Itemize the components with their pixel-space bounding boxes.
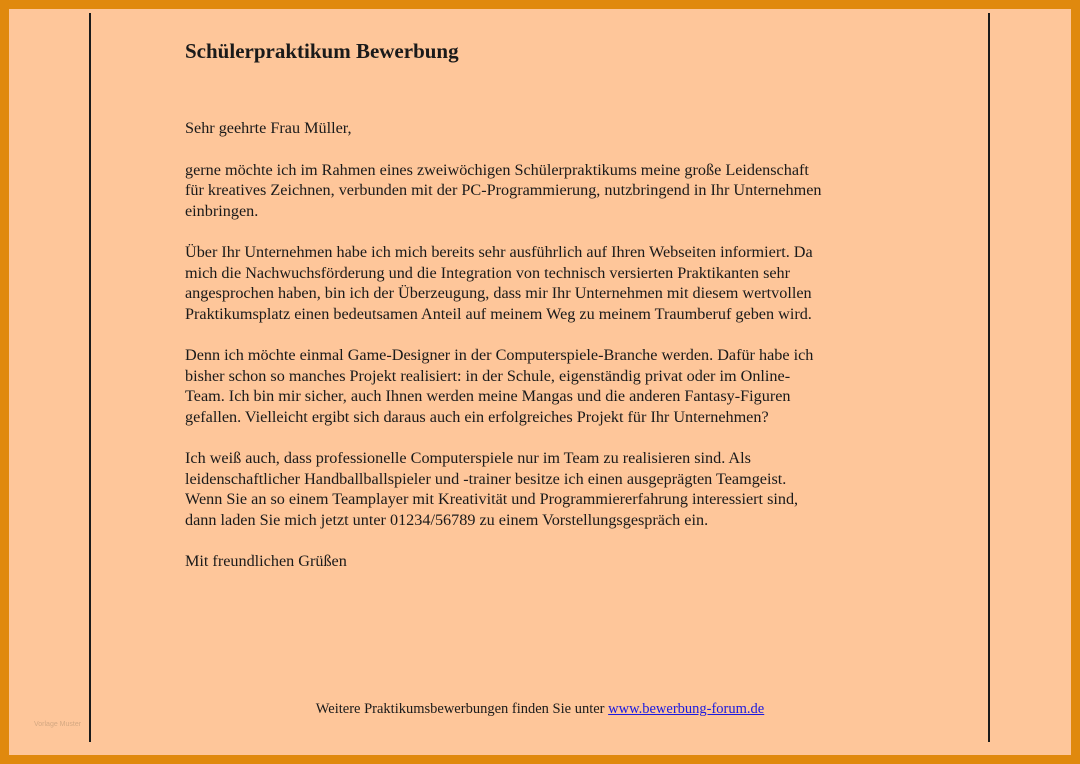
right-margin-line <box>988 13 990 742</box>
footer-link[interactable]: www.bewerbung-forum.de <box>608 701 765 717</box>
page-title: Schülerpraktikum Bewerbung <box>185 39 459 63</box>
text-line: Über Ihr Unternehmen habe ich mich bereits sehr ausführlich auf Ihren Webseiten informiert. Da <box>185 243 813 261</box>
text-line: dann laden Sie mich jetzt unter 01234/56789 zu einem Vorstellungsgespräch ein. <box>185 510 709 529</box>
text-line: gerne möchte ich im Rahmen eines zweiwöchigen Schülerpraktikums meine große Leidenschaft <box>185 160 809 179</box>
paragraph-company <box>185 242 915 324</box>
text-line: gefallen. Vielleicht ergibt sich daraus auch ein erfolgreiches Projekt für Ihr Unternehmen? <box>185 407 769 426</box>
text-line: leidenschaftlicher Handballballspieler und -trainer besitze ich einen ausgeprägten Teamgeist. <box>185 469 787 488</box>
text-line: bisher schon so manches Projekt realisiert: in der Schule, eigenständig privat oder im Online- <box>185 366 791 385</box>
text-line: Praktikumsplatz einen bedeutsamen Anteil auf meinem Weg zu meinem Traumberuf geben wird. <box>185 304 812 323</box>
watermark: Vorlage Muster <box>34 721 82 728</box>
text-line: mich die Nachwuchsförderung und die Integration von technisch versierten Praktikanten sehr <box>185 263 791 282</box>
letter-page <box>9 9 1071 755</box>
paragraph-intro <box>185 160 915 222</box>
text-line: Ich weiß auch, dass professionelle Computerspiele nur im Team zu realisieren sind. Als <box>185 449 751 467</box>
text-line: Wenn Sie an so einem Teamplayer mit Kreativität und Programmiererfahrung interessiert sind, <box>185 490 799 508</box>
text-line: für kreatives Zeichnen, verbunden mit der PC-Programmierung, nutzbringend in Ihr Unternehmen <box>185 181 822 199</box>
salutation: Sehr geehrte Frau Müller, <box>185 119 352 137</box>
footer <box>9 701 1071 718</box>
closing: Mit freundlichen Grüßen <box>185 552 347 570</box>
text-line: einbringen. <box>185 201 259 220</box>
paragraph-team <box>185 448 915 530</box>
text-line: Denn ich möchte einmal Game-Designer in der Computerspiele-Branche werden. Dafür habe ich <box>185 346 814 364</box>
paragraph-goal <box>185 345 915 427</box>
footer-text: Weitere Praktikumsbewerbungen finden Sie unter <box>315 701 605 717</box>
letter-content <box>185 37 915 572</box>
left-margin-line <box>89 13 91 742</box>
text-line: angesprochen haben, bin ich der Überzeugung, dass mir Ihr Unternehmen mit diesem wertvollen <box>185 284 812 302</box>
text-line: Team. Ich bin mir sicher, auch Ihnen werden meine Mangas und die anderen Fantasy-Figuren <box>185 387 791 405</box>
